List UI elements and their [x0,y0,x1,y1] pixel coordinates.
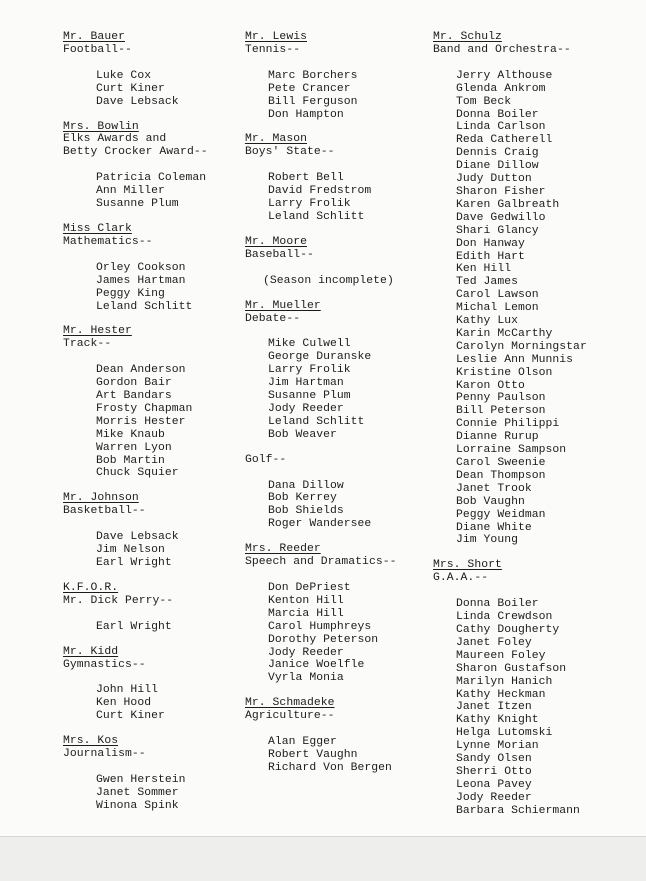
student-name: Marc Borchers [268,69,358,82]
student-name: Marcia Hill [268,607,344,620]
student-name: Roger Wandersee [268,518,372,531]
activity-title: Boys' State-- [245,146,335,159]
student-name: Lorraine Sampson [456,444,567,457]
student-name: Bob Vaughn [456,495,525,508]
student-list [63,621,235,634]
award-section [63,223,235,313]
student-name: Dianne Rurup [456,431,539,444]
student-name: Gordon Bair [96,377,172,390]
student-name: Bob Kerrey [268,492,337,505]
student-name: Bill Ferguson [268,95,358,108]
student-name: Dana Dillow [268,479,344,492]
student-name: Art Bandars [96,390,172,403]
award-section [63,492,235,570]
student-name: Morris Hester [96,415,186,428]
student-name: Tom Beck [456,95,512,108]
activity-title: Track-- [63,338,112,351]
activity-title: Mr. Dick Perry-- [63,594,174,607]
advisor-name: Mrs. Reeder [245,543,321,556]
award-section [63,121,235,211]
student-name: Janice Woelfle [268,659,365,672]
student-name: Kenton Hill [268,594,344,607]
student-name: Earl Wright [96,620,172,633]
student-name: Carol Humphreys [268,620,372,633]
activity-title: Debate-- [245,312,301,325]
student-name: Sandy Olsen [456,753,532,766]
award-section [433,559,639,817]
advisor-name: Mr. Johnson [63,492,139,505]
student-list [245,70,429,122]
column-left [63,31,235,825]
student-name: Orley Cookson [96,261,186,274]
student-name: Pete Crancer [268,82,351,95]
student-name: Robert Bell [268,172,344,185]
student-name: Patricia Coleman [96,172,207,185]
advisor-name: Mr. Schulz [433,31,502,43]
student-name: Dorothy Peterson [268,633,379,646]
column-right [433,31,639,830]
student-name: Janet Foley [456,636,532,649]
column-middle [245,31,429,787]
student-name: Ted James [456,276,518,289]
student-name: Jim Hartman [268,377,344,390]
student-name: Peggy Weidman [456,508,546,521]
activity-title: Baseball-- [245,248,314,261]
student-name: Jody Reeder [456,791,532,804]
student-list [245,480,429,532]
student-list [63,774,235,813]
student-name: Don DePriest [268,582,351,594]
activity-title: Journalism-- [63,748,146,761]
student-name: Carolyn Morningstar [456,340,587,353]
student-name: Kathy Heckman [456,688,546,701]
student-name: Karen Galbreath [456,198,560,211]
student-name: Donna Boiler [456,598,539,611]
student-name: Frosty Chapman [96,402,193,415]
student-name: Richard Von Bergen [268,761,392,774]
student-list [63,70,235,109]
student-name: Chuck Squier [96,467,179,480]
student-name: Kristine Olson [456,366,553,379]
advisor-name: Mr. Lewis [245,31,307,43]
award-section [63,31,235,109]
section-note: (Season incomplete) [263,274,394,287]
activity-title: Elks Awards and Betty Crocker Award-- [63,133,208,159]
student-name: Susanne Plum [96,198,179,211]
student-name: Dave Gedwillo [456,211,546,224]
student-name: Gwen Herstein [96,773,186,786]
advisor-name: Mr. Schmadeke [245,697,335,710]
student-name: Sherri Otto [456,765,532,778]
student-name: Larry Frolik [268,364,351,377]
student-name: Lynne Morian [456,740,539,753]
student-list [245,582,429,685]
student-name: Dave Lebsack [96,531,179,544]
student-name: Mike Culwell [268,338,351,351]
award-section [245,454,429,532]
award-section [245,236,429,288]
student-name: Sharon Gustafson [456,662,567,675]
student-name: Curt Kiner [96,710,165,723]
student-name: Janet Itzen [456,701,532,714]
student-list [245,338,429,441]
activity-title: Tennis-- [245,43,301,56]
student-name: Jerry Althouse [456,69,553,82]
advisor-name: Mrs. Short [433,559,502,572]
student-name: Dean Anderson [96,364,186,377]
award-section [245,697,429,775]
student-list [433,598,639,817]
student-name: Alan Egger [268,736,337,749]
student-name: Judy Dutton [456,173,532,186]
student-name: Jody Reeder [268,402,344,415]
student-list [433,70,639,548]
student-name: Shari Glancy [456,224,539,237]
student-name: Jim Nelson [96,544,165,557]
student-name: Ann Miller [96,185,165,198]
student-name: Kathy Knight [456,714,539,727]
student-name: Earl Wright [96,557,172,569]
student-name: Bob Weaver [268,428,337,441]
student-name: Bob Shields [268,505,344,518]
award-section [245,543,429,685]
student-name: Glenda Ankrom [456,82,546,95]
activity-title: Football-- [63,43,132,56]
student-name: Don Hanway [456,237,525,250]
student-name: Robert Vaughn [268,748,358,761]
student-name: John Hill [96,684,158,697]
student-name: Curt Kiner [96,82,165,95]
student-name: Carol Sweenie [456,457,546,469]
student-name: Warren Lyon [96,441,172,454]
activity-title: Speech and Dramatics-- [245,556,397,569]
student-name: Michal Lemon [456,302,539,315]
student-name: Cathy Dougherty [456,623,560,636]
student-name: Connie Philippi [456,418,560,431]
activity-title: Basketball-- [63,505,146,518]
activity-title: Gymnastics-- [63,658,146,671]
advisor-name: Mrs. Bowlin [63,120,139,133]
student-name: Penny Paulson [456,392,546,405]
student-name: Maureen Foley [456,649,546,662]
award-section [63,325,235,480]
student-name: James Hartman [96,274,186,287]
student-name: Marilyn Hanich [456,675,553,688]
student-name: Diane Dillow [456,160,539,173]
activity-title: Band and Orchestra-- [433,43,571,56]
award-section [245,300,429,442]
student-name: Jim Young [456,534,518,547]
student-name: George Duranske [268,351,372,364]
student-name: Carol Lawson [456,289,539,302]
student-name: Luke Cox [96,69,152,82]
student-name: Ken Hood [96,697,152,710]
advisor-name: Mrs. Kos [63,735,119,748]
student-name: Don Hampton [268,108,344,121]
award-section [63,582,235,634]
student-name: Kathy Lux [456,315,518,328]
activity-title: Agriculture-- [245,710,335,723]
student-list [245,736,429,775]
student-name: Dean Thompson [456,469,546,482]
student-name: Janet Sommer [96,786,179,799]
student-name: Peggy King [96,287,165,300]
activity-title: Mathematics-- [63,235,153,248]
student-list [63,684,235,723]
student-name: Leland Schlitt [96,300,193,313]
student-name: Vyrla Monia [268,672,344,685]
advisor-name: Mr. Bauer [63,31,125,43]
student-name: Leland Schlitt [268,415,365,428]
student-list [63,172,235,211]
student-name: David Fredstrom [268,185,372,198]
award-section [433,31,639,547]
student-name: Diane White [456,521,532,534]
student-name: Janet Trook [456,482,532,495]
student-name: Linda Crewdson [456,611,553,624]
advisor-name: Mr. Mason [245,133,307,146]
advisor-name: Miss Clark [63,222,132,235]
student-name: Barbara Schiermann [456,804,580,817]
award-section [245,31,429,121]
activity-title: Golf-- [245,453,287,466]
student-name: Bob Martin [96,454,165,467]
student-name: Dave Lebsack [96,95,179,108]
student-name: Mike Knaub [96,428,165,441]
student-name: Edith Hart [456,250,525,263]
award-section [63,646,235,724]
student-name: Leslie Ann Munnis [456,353,574,366]
student-name: Bill Peterson [456,405,546,418]
advisor-name: Mr. Hester [63,325,132,338]
student-name: Linda Carlson [456,121,546,134]
student-list [63,262,235,314]
student-list [245,172,429,224]
student-name: Winona Spink [96,799,179,812]
student-list [63,531,235,570]
student-name: Karon Otto [456,379,525,392]
advisor-name: K.F.O.R. [63,581,119,594]
advisor-name: Mr. Moore [245,235,307,248]
student-name: Larry Frolik [268,198,351,211]
student-name: Leland Schlitt [268,210,365,223]
student-name: Donna Boiler [456,108,539,121]
activity-title: G.A.A.-- [433,572,489,585]
student-name: Leona Pavey [456,778,532,791]
student-name: Sharon Fisher [456,185,546,198]
award-section [63,735,235,813]
advisor-name: Mr. Mueller [245,299,321,312]
student-name: Susanne Plum [268,390,351,403]
student-name: Ken Hill [456,263,512,276]
student-name: Helga Lutomski [456,727,553,740]
award-section [245,133,429,223]
student-name: Dennis Craig [456,147,539,160]
student-name: Reda Catherell [456,134,553,147]
advisor-name: Mr. Kidd [63,645,119,658]
student-list [63,364,235,480]
student-name: Karin McCarthy [456,327,553,340]
student-name: Jody Reeder [268,646,344,659]
